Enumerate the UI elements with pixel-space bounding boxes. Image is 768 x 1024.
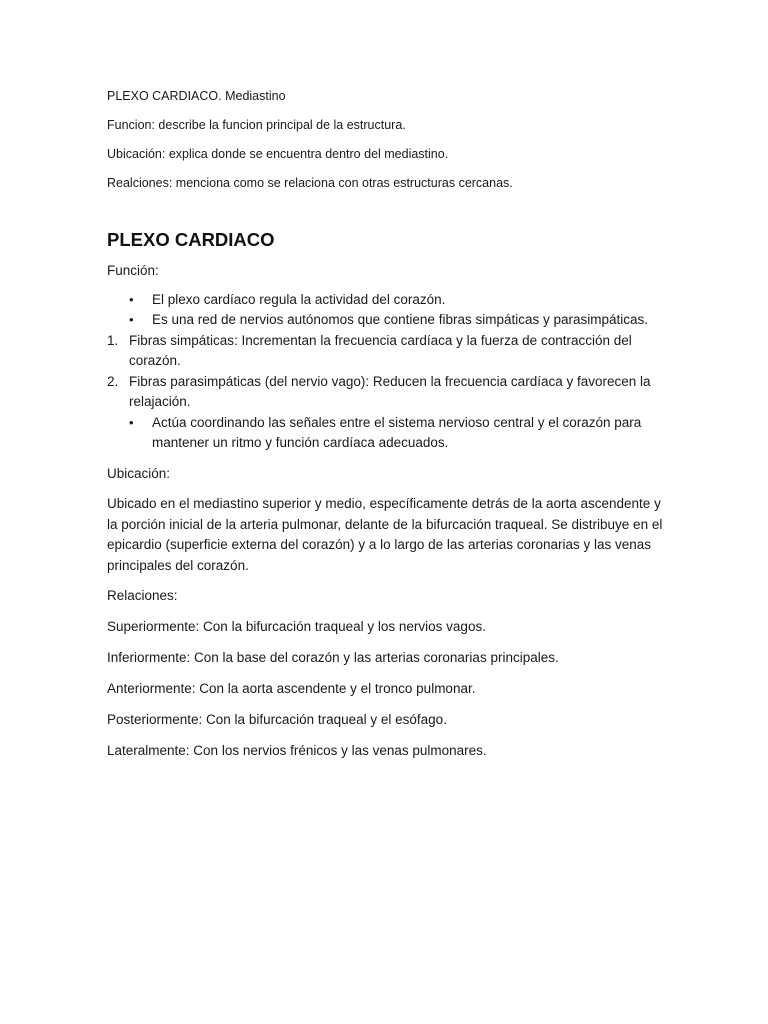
relation-lateral: Lateralmente: Con los nervios frénicos y las venas pulmonares. — [107, 743, 487, 758]
bullet-marker: • — [129, 414, 134, 430]
number-marker: 1. — [107, 332, 119, 348]
intro-block — [107, 88, 663, 191]
funcion-sub-bullet-list — [107, 413, 663, 454]
relation-anterior: Anteriormente: Con la aorta ascendente y el tronco pulmonar. — [107, 681, 476, 696]
bullet-marker: • — [129, 312, 134, 327]
number-marker: 2. — [107, 373, 119, 389]
list-item — [107, 290, 663, 311]
list-item — [107, 331, 663, 372]
document-page — [107, 88, 663, 762]
intro-funcion-line: Funcion: describe la funcion principal de la estructura. — [107, 118, 406, 132]
intro-title-line: PLEXO CARDIACO. Mediastino — [107, 89, 286, 103]
ubicacion-label: Ubicación: — [107, 465, 171, 481]
document-body — [107, 261, 663, 762]
funcion-bullet-list — [107, 290, 663, 331]
bullet-marker: • — [129, 291, 134, 307]
bullet-text: Es una red de nervios autónomos que contiene fibras simpáticas y parasimpáticas. — [152, 312, 649, 327]
relation-inferior: Inferiormente: Con la base del corazón y las arterias coronarias principales. — [107, 650, 559, 665]
funcion-numbered-list — [107, 331, 663, 413]
relation-posterior: Posteriormente: Con la bifurcación traqueal y el esófago. — [107, 712, 447, 727]
list-item — [107, 413, 663, 454]
ubicacion-paragraph: Ubicado en el mediastino superior y medio, específicamente detrás de la aorta ascendente y la porción inicial de la arteria pulmonar, delante de la bifurcación traqueal. Se distribuye en el epicardio (superficie externa del corazón) y a lo largo de las arterias coronarias y las venas principales del corazón. — [107, 496, 663, 573]
bullet-text: Actúa coordinando las señales entre el sistema nervioso central y el corazón para mantener un ritmo y función cardíaca adecuados. — [152, 414, 642, 450]
list-item — [107, 310, 663, 331]
relaciones-label: Relaciones: — [107, 588, 178, 603]
numbered-text: Fibras parasimpáticas (del nervio vago): Reducen la frecuencia cardíaca y favorecen la relajación. — [129, 373, 651, 409]
list-item — [107, 372, 663, 413]
document-heading: PLEXO CARDIACO — [107, 229, 275, 250]
intro-ubicacion-line: Ubicación: explica donde se encuentra dentro del mediastino. — [107, 147, 449, 161]
intro-relaciones-line: Realciones: menciona como se relaciona con otras estructuras cercanas. — [107, 176, 513, 190]
relation-superior: Superiormente: Con la bifurcación traqueal y los nervios vagos. — [107, 619, 486, 634]
bullet-text: El plexo cardíaco regula la actividad del corazón. — [152, 291, 446, 307]
funcion-label: Función: — [107, 263, 159, 278]
numbered-text: Fibras simpáticas: Incrementan la frecuencia cardíaca y la fuerza de contracción del corazón. — [129, 332, 632, 368]
